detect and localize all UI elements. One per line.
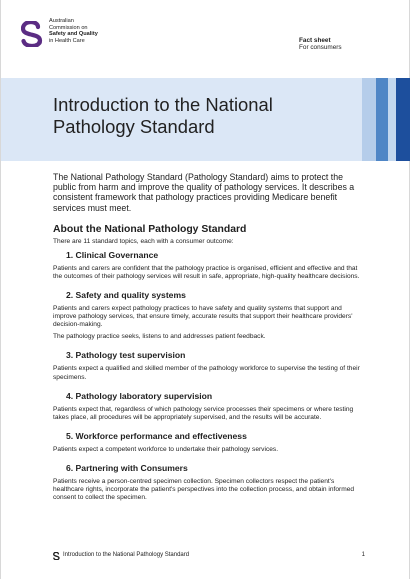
topic-outcome: Patients expect a competent workforce to undertake their pathology services. [53,445,279,453]
banner-stripe [388,78,396,161]
topic-heading: 4. Pathology laboratory supervision [66,390,213,401]
page-title-line-1: Introduction to the National [53,94,273,115]
banner-stripe [362,78,376,161]
page-title [53,94,343,138]
audience-label: For consumers [299,44,342,52]
org-line-3: Safety and Quality [49,31,98,38]
topic-heading: 6. Partnering with Consumers [66,462,188,473]
org-line-1: Australian [49,18,74,24]
page-number: 1 [361,552,365,558]
section-heading: About the National Pathology Standard [53,223,247,235]
topic-outcome: Patients expect that, regardless of which pathology service processes their specimens or where testing takes place, all procedures will be appropriately supervised, and the results will be accurate. [53,405,354,421]
topic-outcome: Patients expect a qualified and skilled member of the pathology workforce to supervise the testing of their specimens. [53,365,360,381]
org-line-2: Commission on [49,24,88,31]
commission-logo-icon [21,21,43,47]
main-content [53,172,365,506]
document-type-block [299,37,342,52]
page-title-line-2: Pathology Standard [53,116,215,137]
topic-heading: 2. Safety and quality systems [66,290,186,301]
commission-logo-icon [53,552,60,560]
document-type: Fact sheet [299,37,331,44]
section-lead: There are 11 standard topics, each with a consumer outcome: [53,237,234,245]
topic-outcome: Patients and carers expect pathology practices to have safety and quality systems that support and improve pathology services, that ensure timely, accurate results that support their healthcare providers' decision-making. [53,305,353,329]
intro-paragraph: The National Pathology Standard (Pathology Standard) aims to protect the public from harm and improve the quality of pathology services. It describes a consistent framework that pathology practices providing Medicare benefit services must meet. [53,172,355,213]
organisation-name [49,18,98,44]
topic-outcome-extra: The pathology practice seeks, listens to and addresses patient feedback. [53,333,266,341]
page-footer [53,551,365,561]
footer-title: Introduction to the National Pathology Standard [63,552,190,558]
topic-heading: 5. Workforce performance and effectiveness [66,430,247,441]
banner-stripe [376,78,388,161]
topic-heading: 3. Pathology test supervision [66,350,186,361]
org-line-4: in Health Care [49,37,85,44]
topic-outcome: Patients and carers are confident that the pathology practice is organised, efficient and effective and that the outcomes of their pathology services will result in safe, appropriate, high-quality healthcare decisions. [53,264,360,280]
banner-stripe [396,78,410,161]
topic-outcome: Patients receive a person-centred specimen collection. Specimen collectors respect the patient's healthcare rights, incorporate the patient's perspectives into the collection process, and obtain informed consent to collect the specimen. [53,477,355,502]
topic-heading: 1. Clinical Governance [66,249,159,260]
